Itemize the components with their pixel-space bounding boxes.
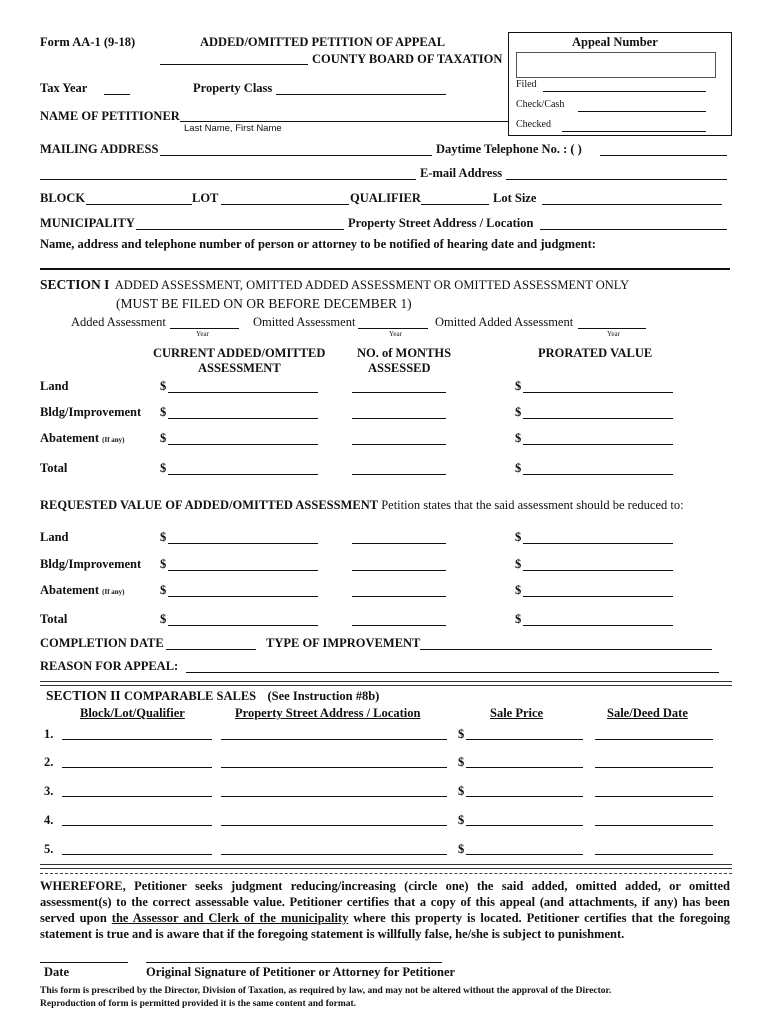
certification-paragraph	[40, 878, 730, 942]
req-if-any: (If any)	[102, 588, 125, 596]
section2-heading	[46, 689, 379, 703]
omitted-year-label: Year	[389, 330, 402, 338]
section1-heading	[40, 278, 629, 292]
comp-row-1-price[interactable]	[466, 739, 583, 740]
current-bldg-dollar: $	[160, 405, 167, 419]
req-land-prorated[interactable]	[523, 543, 673, 544]
checked-field[interactable]	[562, 131, 706, 132]
omitted-added-year-field[interactable]	[578, 328, 646, 329]
comp-row-4-block[interactable]	[62, 825, 212, 826]
req-total-prorated-dollar: $	[515, 612, 522, 626]
comp-row-5-dollar: $	[458, 842, 465, 856]
date-signature-line[interactable]	[40, 962, 128, 963]
comp-row-3-block[interactable]	[62, 796, 212, 797]
current-total-prorated-dollar: $	[515, 461, 522, 475]
current-bldg-prorated[interactable]	[523, 418, 673, 419]
req-bldg-months[interactable]	[352, 570, 446, 571]
section1-deadline: (MUST BE FILED ON OR BEFORE DECEMBER 1)	[116, 296, 412, 311]
comp-row-5-address[interactable]	[221, 854, 447, 855]
lot-label: LOT	[192, 191, 219, 205]
req-land-value[interactable]	[168, 543, 318, 544]
comp-row-4-address[interactable]	[221, 825, 447, 826]
certification-part-1: WHEREFORE, Petitioner seeks judgment reducing/increasing (circle one) the said added, omitted added, or omitted assessment(s) to the correct assessable value. Petitioner certifies that a copy of this appeal (and attachments, if any) has been served upon	[40, 879, 730, 925]
type-of-improvement-field[interactable]	[420, 649, 712, 650]
check-cash-field[interactable]	[578, 111, 706, 112]
signature-line[interactable]	[146, 962, 442, 963]
certification-part-2: where this property is located. Petitioner certifies that the foregoing statement is true and is aware that if the foregoing statement is willfully false, he/she is subject to punishment.	[40, 911, 731, 941]
appeal-number-field[interactable]	[516, 52, 716, 78]
req-abatement-value[interactable]	[168, 596, 318, 597]
req-land-prorated-dollar: $	[515, 530, 522, 544]
comp-row-5-number: 5.	[44, 842, 54, 856]
form-id: Form AA-1 (9-18)	[40, 35, 136, 49]
omitted-assessment-label: Omitted Assessment	[253, 315, 356, 329]
current-if-any: (If any)	[102, 436, 125, 444]
dashed-divider	[40, 873, 732, 874]
appeal-number-label: Appeal Number	[572, 35, 658, 49]
col-months-1: NO. of MONTHS	[357, 346, 452, 360]
type-of-improvement-label: TYPE OF IMPROVEMENT	[266, 636, 421, 650]
date-label: Date	[44, 965, 69, 979]
req-abatement-months[interactable]	[352, 596, 446, 597]
current-land-prorated-dollar: $	[515, 379, 522, 393]
omitted-assessment-year-field[interactable]	[358, 328, 428, 329]
tax-year-label: Tax Year	[40, 81, 88, 95]
comp-row-2-date[interactable]	[595, 767, 713, 768]
col-current-1: CURRENT ADDED/OMITTED	[153, 346, 326, 360]
comp-row-1-number: 1.	[44, 727, 54, 741]
comp-row-2-dollar: $	[458, 755, 465, 769]
req-bldg-dollar: $	[160, 557, 167, 571]
req-total-months[interactable]	[352, 625, 446, 626]
req-bldg-prorated-dollar: $	[515, 557, 522, 571]
comp-row-5-price[interactable]	[466, 854, 583, 855]
block-field[interactable]	[86, 204, 192, 205]
petitioner-name-field[interactable]	[180, 121, 508, 122]
reason-for-appeal-field[interactable]	[186, 672, 719, 673]
current-bldg-months[interactable]	[352, 418, 446, 419]
current-bldg-value[interactable]	[168, 418, 318, 419]
comp-row-2-price[interactable]	[466, 767, 583, 768]
req-bldg-label: Bldg/Improvement	[40, 557, 142, 571]
requested-heading	[40, 499, 684, 512]
added-assessment-year-field[interactable]	[170, 328, 239, 329]
municipality-field[interactable]	[136, 229, 344, 230]
county-board-label: COUNTY BOARD OF TAXATION	[312, 52, 503, 66]
req-abatement-prorated-dollar: $	[515, 583, 522, 597]
comp-row-4-price[interactable]	[466, 825, 583, 826]
comp-row-4-dollar: $	[458, 813, 465, 827]
comp-row-1-block[interactable]	[62, 739, 212, 740]
comp-row-3-date[interactable]	[595, 796, 713, 797]
form-title: ADDED/OMITTED PETITION OF APPEAL	[200, 35, 446, 49]
footer-line-1: This form is prescribed by the Director, Division of Taxation, as required by law, and may not be altered without the approval of the Director.	[40, 986, 612, 996]
req-total-value[interactable]	[168, 625, 318, 626]
col-sale-deed-date: Sale/Deed Date	[607, 706, 688, 720]
req-land-months[interactable]	[352, 543, 446, 544]
tax-year-field[interactable]	[104, 94, 130, 95]
street-address-field[interactable]	[540, 229, 727, 230]
footer-line-2: Reproduction of form is permitted provided it is the same content and format.	[40, 999, 357, 1009]
col-street-address: Property Street Address / Location	[235, 706, 421, 720]
req-total-prorated[interactable]	[523, 625, 673, 626]
current-abatement-text: Abatement	[40, 431, 100, 445]
current-abatement-prorated[interactable]	[523, 444, 673, 445]
col-sale-price: Sale Price	[490, 706, 544, 720]
req-bldg-value[interactable]	[168, 570, 318, 571]
daytime-phone-label: Daytime Telephone No. : ( )	[436, 142, 582, 156]
comp-row-1-date[interactable]	[595, 739, 713, 740]
current-total-months[interactable]	[352, 474, 446, 475]
comp-row-1-dollar: $	[458, 727, 465, 741]
section1-number: SECTION I	[40, 277, 110, 292]
comp-row-3-address[interactable]	[221, 796, 447, 797]
comp-row-5-block[interactable]	[62, 854, 212, 855]
section2-instruction: (See Instruction #8b)	[267, 689, 380, 703]
req-total-dollar: $	[160, 612, 167, 626]
mailing-address-line-2[interactable]	[40, 179, 416, 180]
omitted-added-year-label: Year	[607, 330, 620, 338]
comp-row-2-number: 2.	[44, 755, 54, 769]
current-land-value[interactable]	[168, 392, 318, 393]
check-cash-label: Check/Cash	[516, 99, 565, 110]
req-land-label: Land	[40, 530, 69, 544]
req-total-label: Total	[40, 612, 68, 626]
county-name-field[interactable]	[160, 64, 308, 65]
street-address-label: Property Street Address / Location	[348, 216, 534, 230]
municipality-label: MUNICIPALITY	[40, 216, 135, 230]
section2-title: COMPARABLE SALES	[124, 689, 257, 703]
col-months-2: ASSESSED	[368, 361, 431, 375]
mailing-address-label: MAILING ADDRESS	[40, 142, 159, 156]
current-abatement-value[interactable]	[168, 444, 318, 445]
section1-title: ADDED ASSESSMENT, OMITTED ADDED ASSESSMENT OR OMITTED ASSESSMENT ONLY	[114, 278, 630, 292]
added-assessment-label: Added Assessment	[71, 315, 166, 329]
comp-row-3-price[interactable]	[466, 796, 583, 797]
req-abatement-prorated[interactable]	[523, 596, 673, 597]
requested-text: Petition states that the said assessment should be reduced to:	[381, 498, 684, 512]
completion-date-label: COMPLETION DATE	[40, 636, 164, 650]
mailing-address-field[interactable]	[160, 155, 432, 156]
certification-assessor: the Assessor and Clerk of the municipality	[111, 911, 349, 925]
comp-row-1-address[interactable]	[221, 739, 447, 740]
reason-for-appeal-label: REASON FOR APPEAL:	[40, 659, 179, 673]
notify-field[interactable]	[40, 268, 730, 270]
col-prorated: PRORATED VALUE	[538, 346, 653, 360]
petitioner-name-label: NAME OF PETITIONER	[40, 109, 180, 123]
req-abatement-dollar: $	[160, 583, 167, 597]
current-abatement-prorated-dollar: $	[515, 431, 522, 445]
property-class-label: Property Class	[193, 81, 273, 95]
current-land-prorated[interactable]	[523, 392, 673, 393]
lot-field[interactable]	[221, 204, 349, 205]
current-total-value[interactable]	[168, 474, 318, 475]
omitted-added-assessment-label: Omitted Added Assessment	[435, 315, 574, 329]
email-field[interactable]	[506, 179, 727, 180]
requested-label: REQUESTED VALUE OF ADDED/OMITTED ASSESSMENT	[40, 498, 379, 512]
comp-row-2-block[interactable]	[62, 767, 212, 768]
current-land-months[interactable]	[352, 392, 446, 393]
section-divider	[40, 681, 732, 686]
req-bldg-prorated[interactable]	[523, 570, 673, 571]
current-abatement-label	[40, 432, 125, 445]
checked-label: Checked	[516, 119, 551, 130]
col-block-lot-qualifier: Block/Lot/Qualifier	[80, 706, 185, 720]
email-label: E-mail Address	[420, 166, 503, 180]
comp-row-2-address[interactable]	[221, 767, 447, 768]
section2-number: SECTION II	[46, 688, 121, 703]
req-land-dollar: $	[160, 530, 167, 544]
qualifier-label: QUALIFIER	[350, 191, 421, 205]
completion-date-field[interactable]	[166, 649, 256, 650]
current-total-label: Total	[40, 461, 68, 475]
comp-row-4-number: 4.	[44, 813, 54, 827]
req-abatement-label	[40, 584, 125, 597]
req-abatement-text: Abatement	[40, 583, 100, 597]
comp-row-5-date[interactable]	[595, 854, 713, 855]
current-total-dollar: $	[160, 461, 167, 475]
current-abatement-dollar: $	[160, 431, 167, 445]
current-total-prorated[interactable]	[523, 474, 673, 475]
signature-label: Original Signature of Petitioner or Attorney for Petitioner	[146, 965, 456, 979]
current-bldg-prorated-dollar: $	[515, 405, 522, 419]
petitioner-name-hint: Last Name, First Name	[184, 123, 282, 134]
block-label: BLOCK	[40, 191, 86, 205]
filed-field[interactable]	[543, 91, 706, 92]
added-year-label: Year	[196, 330, 209, 338]
comp-row-3-dollar: $	[458, 784, 465, 798]
daytime-phone-field[interactable]	[600, 155, 727, 156]
lot-size-label: Lot Size	[493, 191, 537, 205]
notify-label: Name, address and telephone number of person or attorney to be notified of hearing date and judgment:	[40, 237, 596, 251]
current-bldg-label: Bldg/Improvement	[40, 405, 142, 419]
qualifier-field[interactable]	[421, 204, 489, 205]
filed-label: Filed	[516, 79, 537, 90]
comp-row-3-number: 3.	[44, 784, 54, 798]
col-current-2: ASSESSMENT	[198, 361, 281, 375]
comp-row-4-date[interactable]	[595, 825, 713, 826]
property-class-field[interactable]	[276, 94, 446, 95]
current-land-label: Land	[40, 379, 69, 393]
current-abatement-months[interactable]	[352, 444, 446, 445]
current-land-dollar: $	[160, 379, 167, 393]
section-divider-2	[40, 864, 732, 869]
lot-size-field[interactable]	[542, 204, 722, 205]
